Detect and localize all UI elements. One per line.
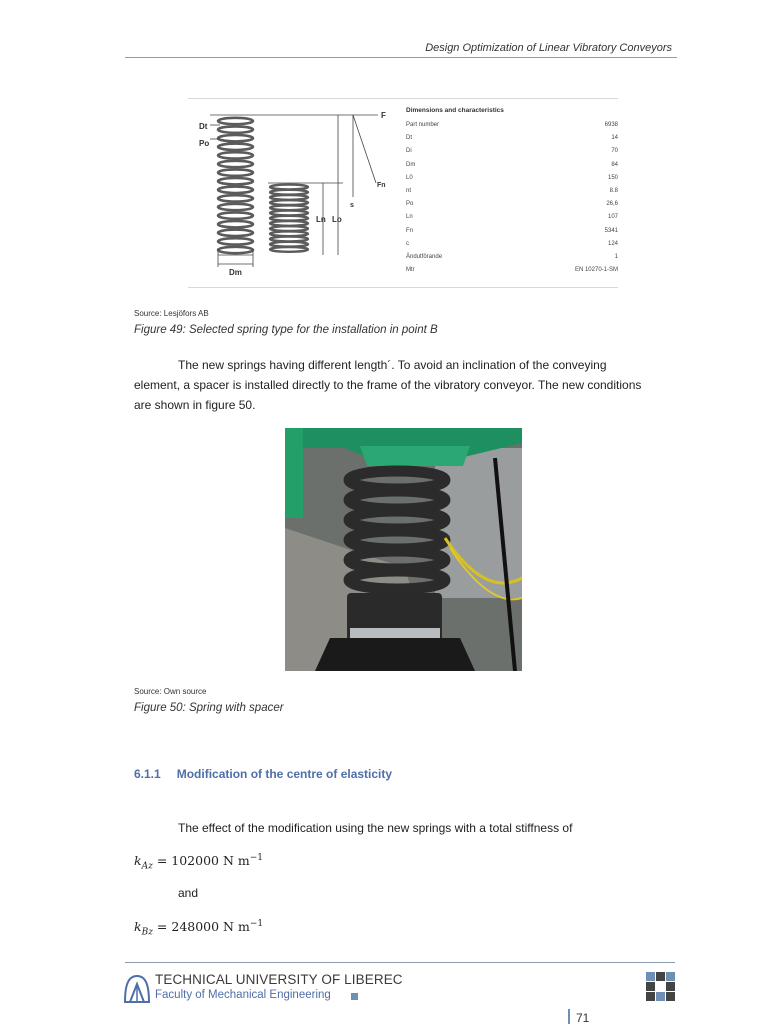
- dimension-label: Part number: [406, 122, 440, 128]
- page-number: 71: [576, 1011, 590, 1025]
- dimension-row: [406, 225, 618, 238]
- dimension-label: Ln: [406, 214, 413, 221]
- dimension-row: [406, 172, 618, 185]
- faculty-name: Faculty of Mechanical Engineering: [155, 989, 331, 1001]
- dimension-value: 107: [607, 214, 618, 221]
- and-text: and: [178, 886, 199, 900]
- paragraph-stiffness: The effect of the modification using the new springs with a total stiffness of: [178, 821, 573, 835]
- coil-turn: [270, 247, 308, 252]
- coil-turn: [218, 135, 253, 141]
- po-label: Po: [199, 139, 210, 148]
- coil-turn: [218, 178, 253, 184]
- figure50-caption: Figure 50: Spring with spacer: [134, 702, 284, 714]
- ln-label: Ln: [316, 215, 326, 224]
- dimension-row: [406, 251, 618, 264]
- dimension-label: Di: [406, 148, 412, 155]
- dimension-value: 1: [614, 253, 618, 260]
- dimension-value: 8.8: [609, 187, 618, 194]
- coil-turn: [218, 204, 253, 210]
- spring-with-spacer-photo: [285, 428, 522, 671]
- figure49-caption: Figure 49: Selected spring type for the installation in point B: [134, 324, 438, 336]
- eq2-subscript: Bz: [141, 927, 153, 938]
- eq2-symbol: k: [134, 919, 142, 935]
- dimension-value: 124: [607, 240, 618, 247]
- dimensions-table-title: Dimensions and characteristics: [406, 107, 504, 114]
- equation-kaz: [134, 853, 263, 872]
- dimension-row: [406, 119, 618, 132]
- dimension-label: Po: [406, 201, 414, 208]
- lo-label: Lo: [332, 215, 342, 224]
- dimension-row: [406, 132, 618, 145]
- dimension-row: [406, 159, 618, 172]
- dimension-value: 150: [607, 174, 618, 181]
- coil-turn: [218, 212, 253, 218]
- dimensions-table: [406, 107, 618, 277]
- figure-bottom-rule: [188, 287, 618, 288]
- dimension-label: Mtr: [406, 267, 415, 274]
- dm-label: Dm: [229, 268, 242, 277]
- dimension-value: 6938: [604, 122, 618, 128]
- coil-turn: [218, 169, 253, 175]
- faculty-grid-logo-icon: [646, 972, 676, 1002]
- coil-turn: [218, 187, 253, 193]
- eq2-exponent: −1: [249, 919, 264, 929]
- dimension-label: Dm: [406, 161, 416, 168]
- eq2-rhs: = 248000 N m: [156, 919, 250, 935]
- dimension-value: 84: [611, 161, 618, 168]
- figure50-source: Source: Own source: [134, 687, 207, 696]
- eq1-subscript: Az: [141, 861, 153, 872]
- eq1-exponent: −1: [249, 853, 263, 863]
- dimension-row: [406, 198, 618, 211]
- fn-label: Fn: [377, 182, 386, 189]
- university-logo-icon: [124, 974, 150, 1004]
- coil-turn: [218, 161, 253, 167]
- spring-drawing: [188, 97, 398, 287]
- dimension-value: EN 10270-1-SM: [574, 267, 618, 274]
- coil-turn: [218, 126, 253, 132]
- eq1-symbol: k: [134, 853, 142, 869]
- eq1-rhs: = 102000 N m: [156, 853, 250, 869]
- coil-turn: [218, 118, 253, 124]
- f-label: F: [381, 111, 386, 120]
- dt-label: Dt: [199, 122, 208, 131]
- s-label: s: [350, 202, 354, 209]
- dimension-row: [406, 211, 618, 224]
- faculty-square-icon: [351, 993, 358, 1000]
- university-name: TECHNICAL UNIVERSITY OF LIBEREC: [155, 972, 403, 987]
- running-header: Design Optimization of Linear Vibratory Conveyors: [425, 42, 672, 54]
- section-number: 6.1.1: [134, 767, 161, 781]
- dimension-row: [406, 145, 618, 158]
- photo-drawing: [285, 428, 522, 671]
- paragraph-spacer: The new springs having different length´. To avoid an inclination of the conveying element, a spacer is installed directly to the frame of the vibratory conveyor. The new conditions are shown in figure 50.: [134, 358, 642, 412]
- dimension-label: Fn: [406, 227, 414, 234]
- dimensions-rows: [406, 119, 618, 277]
- dimension-label: nt: [406, 187, 412, 194]
- spring-figure: [188, 97, 618, 289]
- dimension-value: 70: [611, 148, 618, 155]
- dimension-value: 14: [611, 135, 618, 142]
- section-title: Modification of the centre of elasticity: [176, 767, 393, 781]
- coil-turn: [218, 247, 253, 253]
- page-number-bar: [568, 1009, 570, 1024]
- free-spring-coil: [218, 118, 253, 253]
- dimension-row: [406, 264, 618, 277]
- dimension-value: 26,6: [606, 201, 618, 208]
- coil-turn: [218, 221, 253, 227]
- dimension-value: 5341: [604, 227, 618, 234]
- compressed-spring-coil: [270, 185, 308, 252]
- dimension-row: [406, 185, 618, 198]
- dimension-label: Ändutförande: [406, 253, 443, 260]
- dimension-row: [406, 238, 618, 251]
- footer-rule: [125, 962, 675, 963]
- figure49-source: Source: Lesjöfors AB: [134, 309, 209, 318]
- coil-turn: [218, 144, 253, 150]
- coil-turn: [218, 195, 253, 201]
- force-slope-line: [353, 115, 376, 183]
- dimension-label: L0: [406, 174, 413, 181]
- section-heading: [134, 767, 408, 781]
- coil-turn: [218, 238, 253, 244]
- dimension-label: c: [406, 240, 409, 247]
- coil-turn: [218, 152, 253, 158]
- equation-kbz: [134, 919, 263, 938]
- dimension-label: Dt: [406, 135, 412, 142]
- coil-turn: [218, 230, 253, 236]
- header-rule: [125, 57, 677, 58]
